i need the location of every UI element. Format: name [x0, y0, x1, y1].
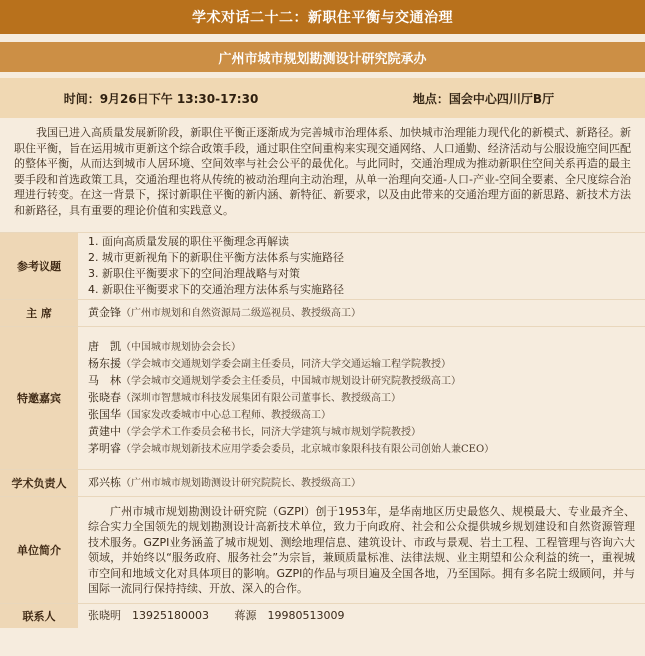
host-banner [0, 42, 645, 72]
guest-desc: （学会城市规划新技术应用学委会委员，北京城市象限科技有限公司创始人兼CEO） [121, 443, 495, 455]
chair-label: 主 席 [0, 300, 78, 326]
place-label: 地点： [412, 91, 449, 106]
topics-list [78, 233, 645, 299]
guest-name: 唐 凯 [88, 339, 121, 353]
guest-name: 茅明睿 [88, 441, 121, 455]
spacer [0, 34, 645, 42]
chair-name: 黄金锋 [88, 305, 121, 319]
guest-desc: （中国城市规划协会会长） [121, 341, 241, 353]
guest-entry [88, 441, 635, 458]
org-intro-row [0, 496, 645, 603]
guest-name: 黄建中 [88, 424, 121, 438]
topic-item: 2. 城市更新视角下的新职住平衡方法体系与实施路径 [88, 251, 344, 264]
event-title-text: 学术对话二十二：新职住平衡与交通治理 [192, 10, 453, 26]
guest-entry [88, 424, 635, 441]
academic-lead-label: 学术负责人 [0, 470, 78, 496]
guest-desc: （国家发改委城市中心总工程师、教授级高工） [121, 409, 331, 421]
academic-lead-content [78, 470, 645, 496]
topics-row [0, 232, 645, 299]
guest-entry [88, 390, 635, 407]
chair-content [78, 300, 645, 326]
contact-row [0, 603, 645, 628]
guest-desc: （深圳市智慧城市科技发展集团有限公司董事长、教授级高工） [121, 392, 401, 404]
academic-lead-desc: （广州市城市规划勘测设计研究院院长、教授级高工） [121, 477, 361, 489]
topic-item: 1. 面向高质量发展的职住平衡理念再解读 [88, 235, 289, 248]
guest-desc: （学会学术工作委员会秘书长，同济大学建筑与城市规划学院教授） [121, 426, 421, 438]
topics-label: 参考议题 [0, 233, 78, 299]
intro-paragraph: 我国已进入高质量发展新阶段，新职住平衡正逐渐成为完善城市治理体系、加快城市治理能力现代化的新模式、新路径。新职住平衡，旨在运用城市更新这个综合政策手段，通过职住空间重构来实现交通网络、人口通勤、经济活动与公服设施空间匹配的整体平衡，从而达到城市人居环境、空间效率与社会公平的最优化。与此同时，交通治理成为推动新职住空间关系再造的最主要手段和首选政策工具，交通治理也将从传统的被动治理向主动治理，从单一治理向交通-人口-产业-空间全要素、全尺度综合治理进行转变。在这一背景下，探讨新职住平衡的新内涵、新特征、新要求，以及由此带来的交通治理方面的新思路、新技术方法和新路径，具有重要的理论价值和实践意义。 [14, 126, 631, 217]
org-intro-label: 单位简介 [0, 497, 78, 603]
academic-lead-name: 邓兴栋 [88, 475, 121, 489]
time-value: 9月26日下午 13:30-17:30 [99, 91, 259, 106]
time-label: 时间： [63, 91, 100, 106]
guest-entry [88, 373, 635, 390]
place-value: 国会中心四川厅B厅 [448, 91, 555, 106]
time-place-bar [0, 78, 645, 118]
host-text: 广州市城市规划勘测设计研究院承办 [218, 51, 427, 67]
contact-label: 联系人 [0, 604, 78, 628]
org-intro-text: 广州市城市规划勘测设计研究院（GZPI）创于1953年，是华南地区历史最悠久、规模最大、专业最齐全、综合实力全国领先的规划勘测设计高新技术单位，致力于向政府、社会和公众提供城乡规划建设和自然资源管理技术服务。GZPI业务涵盖了城市规划、测绘地理信息、建筑设计、市政与景观、岩土工程、工程管理与咨询六大领域，并始终以“服务政府、服务社会”为宗旨，兼顾质量标准、法律法规、业主期望和公众利益的统一，重视城市空间和地域文化对具体项目的影响。GZPI的作品与项目遍及全国各地，乃至国际。拥有多名院士级顾问，并与国际一流同行保持持续、开放、深入的合作。 [88, 504, 635, 595]
event-place [322, 90, 645, 107]
guests-label: 特邀嘉宾 [0, 327, 78, 469]
guest-desc: （学会城市交通规划学委会副主任委员，同济大学交通运输工程学院教授） [121, 358, 451, 370]
guest-desc: （学会城市交通规划学委会主任委员，中国城市规划设计研究院教授级高工） [121, 375, 461, 387]
event-title [0, 0, 645, 34]
contact-value: 张晓明 13925180003 蒋源 19980513009 [88, 609, 345, 622]
topic-item: 4. 新职住平衡要求下的交通治理方法体系与实施路径 [88, 283, 344, 296]
event-time [0, 90, 322, 107]
chair-entry [88, 305, 635, 322]
academic-lead-entry [88, 475, 635, 492]
guest-entry [88, 356, 635, 373]
guests-row [0, 326, 645, 469]
org-intro-content [78, 497, 645, 603]
chair-row [0, 299, 645, 326]
guest-name: 张晓春 [88, 390, 121, 404]
guest-name: 杨东援 [88, 356, 121, 370]
guest-name: 张国华 [88, 407, 121, 421]
topic-item: 3. 新职住平衡要求下的空间治理战略与对策 [88, 267, 300, 280]
guest-name: 马 林 [88, 373, 121, 387]
guests-list [78, 327, 645, 469]
contact-content [78, 604, 645, 628]
guest-entry [88, 407, 635, 424]
chair-desc: （广州市规划和自然资源局二级巡视员、教授级高工） [121, 307, 361, 319]
academic-lead-row [0, 469, 645, 496]
guest-entry [88, 339, 635, 356]
